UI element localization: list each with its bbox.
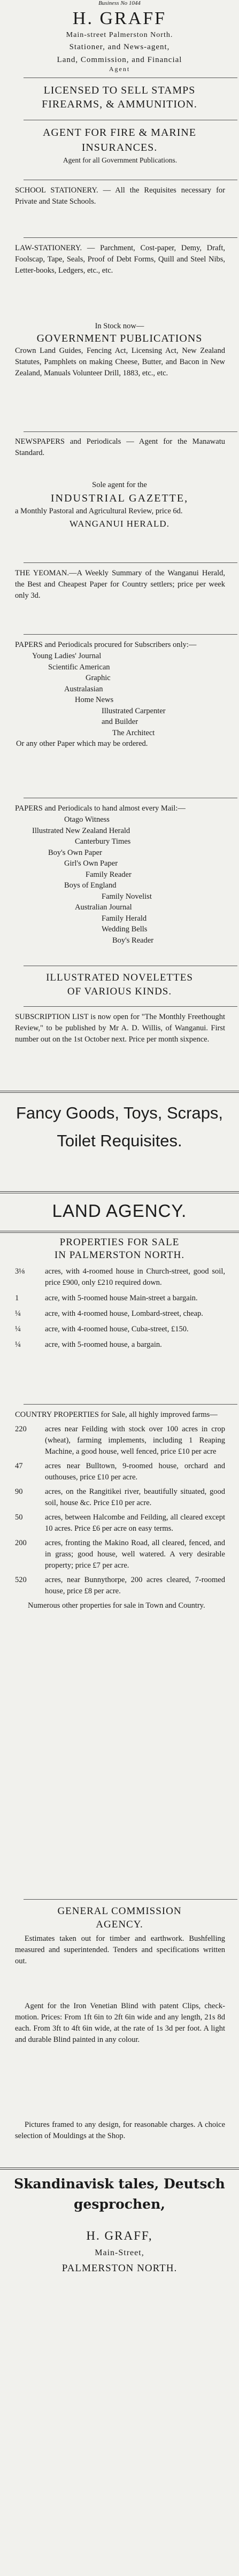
land-agency-title: LAND AGENCY. [52,1201,187,1221]
languages-line-2: gesprochen, [74,2196,165,2212]
divider [24,1899,237,1900]
yeoman-text: THE YEOMAN.—A Weekly Summary of the Wanganui Herald, the Best and Cheapest Paper for Country settlers; price per week only 3d. [15,569,225,600]
list-item: Illustrated Carpenter [102,706,166,715]
yeoman-notice [0,568,239,631]
trade-line: Stationer, and News-agent, [69,43,170,51]
industrial-gazette-desc: a Monthly Pastoral and Agricultural Review, price 6d. [15,507,183,515]
masthead-address: Main-street Palmerston North. [66,31,173,39]
list-item: Young Ladies' Journal [32,652,102,660]
commission-estimates: Estimates taken out for timber and earthwork. Bushfelling measured and superintended. Tenders and specifications written out. [15,1934,225,1965]
insurance-notice [0,125,239,176]
list-item: Boy's Reader [112,936,154,945]
country-properties [0,1409,239,1891]
country-desc: acres, between Halcombe and Feilding, all cleared except 10 acres. Price £6 per acre on easy terms. [45,1513,225,1533]
country-item [15,1461,225,1483]
novelettes-line-1: ILLUSTRATED NOVELETTES [46,972,193,983]
country-desc: acres near Feilding with stock over 100 acres in crop (wheat), farming implements, including 1 Reaping Machine, a good house, well fenced, price £10 per acre [45,1425,225,1456]
law-stationery-notice [0,243,239,318]
footer-signature [0,2226,239,2290]
list-item: Illustrated New Zealand Herald [32,826,130,835]
country-item [15,1512,225,1534]
property-size: 1 [15,1294,19,1302]
industrial-gazette-title: INDUSTRIAL GAZETTE, [50,492,189,504]
footer-town: PALMERSTON NORTH. [61,2263,178,2274]
property-item [15,1308,225,1320]
divider [24,431,237,432]
licensed-line-1: LICENSED TO SELL STAMPS [43,84,196,96]
languages-line-1: Skandinavisk tales, Deutsch [14,2176,225,2192]
divider [24,1404,237,1405]
masthead [0,0,239,75]
country-desc: acres, fronting the Makino Road, all cleared, fenced, and in grass; good house, well watered. A very desirable property; price £7 per acre. [45,1539,225,1570]
properties-heading-1: PROPERTIES FOR SALE [59,1237,180,1248]
property-desc: acre, with 4-roomed house, Cuba-street, £150. [45,1325,189,1333]
newspapers-text: NEWSPAPERS and Periodicals — Agent for the Manawatu Standard. [15,437,225,457]
double-rule [0,2168,239,2170]
wanganui-herald-line: WANGANUI HERALD. [70,519,169,529]
list-item: Wedding Bells [102,925,148,934]
double-rule [0,1231,239,1233]
picture-framing-notice [0,2119,239,2164]
numerous-properties: Numerous other properties for sale in Town and Country. [28,1601,205,1610]
country-item [15,1575,225,1597]
country-item [15,1486,225,1509]
industrial-gazette-notice [0,479,239,559]
country-size: 50 [15,1513,23,1522]
country-size: 520 [15,1576,27,1584]
agency-line-2: Agent [109,65,130,73]
list-item: Girl's Own Paper [64,859,118,868]
country-desc: acres, near Bunnythorpe, 200 acres cleared, 7-roomed house, price £8 per acre. [45,1576,225,1595]
list-item: Otago Witness [64,815,110,824]
sole-agent-line: Sole agent for the [92,481,147,489]
in-stock-line: In Stock now— [95,322,144,330]
property-desc: acre, with 5-roomed house, a bargain. [45,1340,162,1349]
list-item: The Architect [112,728,155,737]
subscriber-papers-notice [0,639,239,795]
divider [24,562,237,563]
fancy-goods-text: Fancy Goods, Toys, Scraps, Toilet Requisites. [16,1104,223,1150]
list-item: Boys of England [64,881,117,890]
country-size: 90 [15,1487,23,1496]
property-item [15,1324,225,1335]
list-item: Family Novelist [102,892,152,901]
proprietor-name: H. GRAFF [72,9,167,28]
law-stationery-text: LAW-STATIONERY. — Parchment, Cost-paper, Demy, Draft, Foolscap, Tape, Seals, Proof of Debt Forms, Quill and Steel Nibs, Letter-books, Ledgers, etc., etc. [15,244,225,275]
subscriber-papers-text: PAPERS and Periodicals procured for Subscribers only:— [15,641,197,649]
fancy-goods-notice [0,1097,239,1188]
list-item: Family Herald [102,914,147,923]
subscription-text: SUBSCRIPTION LIST is now open for "The Monthly Freethought Review," to be published by Mr A. D. Willis, of Wanganui. First number out on the 1st October next. Price per month sixpence. [15,1013,225,1044]
venetian-blind-text: Agent for the Iron Venetian Blind with patent Clips, check-motion. Prices: From 1ft 6in to 2ft 6in wide and any length, 21s 8d each. From 3ft to 4ft 6in wide, at the rate of 1s 3d per foot. A light and durable Blind painted in any colour. [15,2002,225,2044]
agency-line: Land, Commission, and Financial [57,56,182,64]
footer-name: H. GRAFF, [86,2229,153,2242]
divider [24,634,237,635]
picture-framing-text: Pictures framed to any design, for reasonable charges. A choice selection of Mouldings at the Shop. [15,2120,225,2140]
list-item: Australian Journal [75,903,132,912]
languages-notice [0,2174,239,2219]
double-rule [0,1191,239,1193]
list-item: Canterbury Times [75,837,131,846]
list-item: Australasian [64,684,103,693]
property-item [15,1293,225,1304]
property-size: ¼ [15,1309,21,1318]
country-desc: acres, on the Rangitikei river, beautifully situated, good soil, house &c. Price £10 per acre. [45,1487,225,1507]
country-desc: acres near Bulltown, 9-roomed house, orchard and outhouses, price £10 per acre. [45,1462,225,1482]
divider [24,237,237,238]
periodicals-to-hand-notice [0,803,239,962]
business-number: Business No 1044 [98,0,141,6]
list-item: Scientific American [48,662,110,672]
school-stationery-text: SCHOOL STATIONERY. — All the Requisites necessary for Private and State Schools. [15,186,225,206]
country-heading: COUNTRY PROPERTIES for Sale, all highly improved farms— [15,1410,218,1419]
list-item: and Builder [102,718,138,726]
subscription-notice [0,1012,239,1086]
footer-street: Main-Street, [95,2248,144,2257]
novelettes-line-2: OF VARIOUS KINDS. [67,986,172,997]
property-item [15,1266,225,1289]
commission-agency [0,1904,239,1995]
country-size: 200 [15,1539,27,1547]
periodicals-to-hand-text: PAPERS and Periodicals to hand almost every Mail:— [15,804,186,813]
property-desc: acre, with 4-roomed house, Lombard-street, cheap. [45,1309,203,1318]
insurance-line-2: INSURANCES. [81,142,158,153]
list-item: Boy's Own Paper [48,848,102,857]
double-rule [0,1091,239,1093]
property-item [15,1339,225,1351]
country-size: 220 [15,1425,27,1433]
commission-line-1: GENERAL COMMISSION [57,1906,182,1917]
property-size: ¼ [15,1325,21,1333]
property-desc: acre, with 5-roomed house Main-street a bargain. [45,1294,198,1302]
property-desc: acres, with 4-roomed house in Church-street, good soil, price £900, only £210 required down. [45,1267,225,1287]
country-item [15,1538,225,1571]
government-text: Crown Land Guides, Fencing Act, Licensing Act, New Zealand Statutes, Pamphlets on making Cheese, Butter, and Bacon in New Zealand, Manuals Volunteer Drill, 1883, etc., etc. [15,346,225,377]
list-item: Or any other Paper which may be ordered. [16,739,148,748]
venetian-blind-notice [0,2001,239,2114]
commission-line-2: AGENCY. [96,1919,143,1930]
country-item [15,1424,225,1457]
government-heading: GOVERNMENT PUBLICATIONS [36,333,203,344]
town-properties [0,1236,239,1397]
properties-heading-2: IN PALMERSTON NORTH. [54,1250,185,1261]
newspapers-notice [0,436,239,475]
country-size: 47 [15,1462,23,1470]
property-size: 3⅛ [15,1267,25,1276]
list-item: Graphic [86,674,111,682]
school-stationery-notice [0,185,239,234]
government-agent-line: Agent for all Government Publications. [63,156,178,164]
insurance-line-1: AGENT FOR FIRE & MARINE [42,127,197,138]
licensed-line-2: FIREARMS, & AMMUNITION. [42,98,197,110]
list-item: Home News [75,696,114,704]
government-publications [0,321,239,428]
land-agency-header [0,1198,239,1230]
novelettes-notice [0,971,239,1003]
divider [24,1006,237,1007]
property-size: ¼ [15,1340,21,1349]
licensed-notice [0,83,239,117]
list-item: Family Reader [86,870,132,879]
